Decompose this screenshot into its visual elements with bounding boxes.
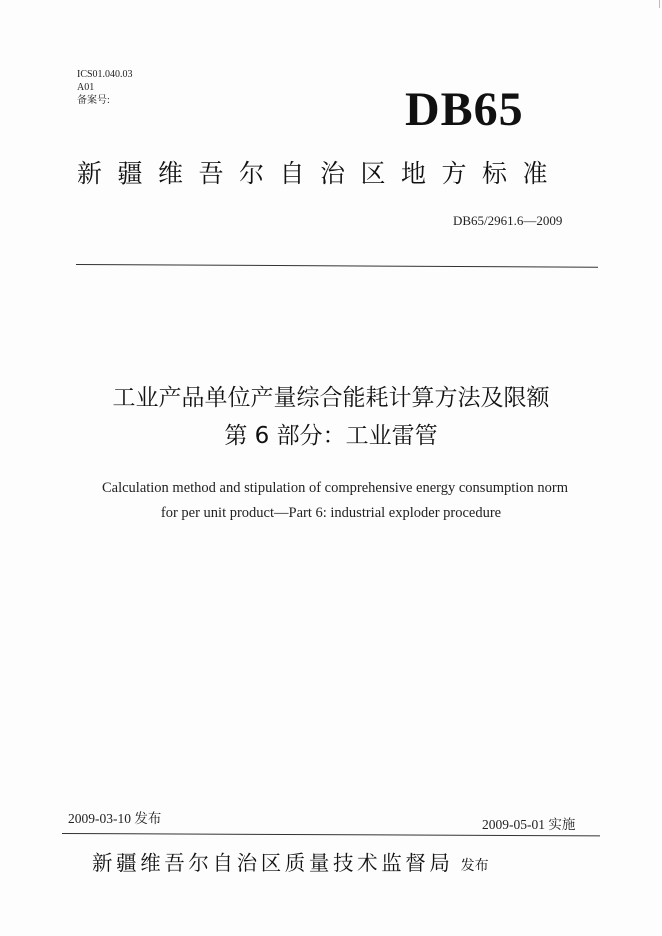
standard-number: DB65/2961.6—2009 — [453, 213, 563, 228]
classification-block — [77, 68, 133, 107]
footer-divider — [62, 833, 600, 836]
issuer-suffix: 发布 — [460, 858, 489, 874]
filing-number-label: 备案号: — [77, 95, 110, 106]
issuer-name: 新疆维吾尔自治区质量技术监督局 — [92, 851, 454, 875]
title-chinese-line-1: 工业产品单位产量综合能耗计算方法及限额 — [112, 385, 550, 411]
ics-code: ICS01.040.03 — [77, 69, 133, 80]
header-divider — [76, 264, 598, 268]
issue-date: 2009-03-10 发布 — [68, 811, 162, 826]
title-chinese-line-2: 第 6 部分：工业雷管 — [224, 423, 438, 449]
standard-code-logo: DB65 — [405, 83, 524, 136]
standard-type-title: 新疆维吾尔自治区地方标准 — [77, 159, 564, 188]
implementation-date: 2009-05-01 实施 — [482, 817, 576, 832]
title-english-line-1: Calculation method and stipulation of comprehensive energy consumption norm — [101, 480, 569, 496]
title-english-line-2: for per unit product—Part 6: industrial exploder procedure — [160, 505, 502, 521]
scan-artifact — [659, 0, 660, 8]
issuing-authority — [92, 853, 489, 874]
classification-code: A01 — [77, 82, 95, 93]
